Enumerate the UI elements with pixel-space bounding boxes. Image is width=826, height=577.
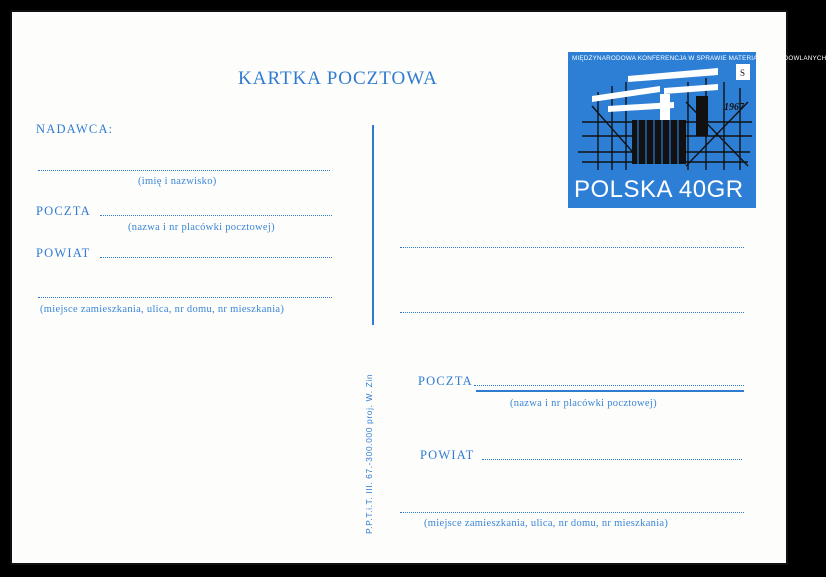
- building-illustration: [568, 62, 756, 174]
- sender-post-hint: (nazwa i nr placówki pocztowej): [128, 222, 275, 233]
- stamp-caption: MIĘDZYNARODOWA KONFERENCJA W SPRAWIE MATERIAŁÓW BUDOWLANYCH: [572, 55, 826, 62]
- recipient-line-1: [400, 247, 744, 248]
- sender-post-label: POCZTA: [36, 204, 91, 218]
- stamp-country-value: POLSKA 40GR: [574, 176, 744, 203]
- postage-stamp: [568, 52, 826, 208]
- printer-imprint: P.P.T.i.T. III. 67.-300.000 proj. W. Zin: [364, 373, 374, 534]
- postcard: [10, 10, 826, 565]
- stamp-year: 1967: [724, 102, 744, 113]
- recipient-post-hint: (nazwa i nr placówki pocztowej): [510, 398, 657, 409]
- center-divider: [372, 125, 374, 325]
- sender-name-hint: (imię i nazwisko): [138, 176, 217, 187]
- recipient-line-2: [400, 312, 744, 313]
- sender-district-line: [100, 257, 332, 258]
- recipient-district-label: POWIAT: [420, 448, 475, 462]
- sender-post-line: [100, 215, 332, 216]
- recipient-address-line: [400, 512, 744, 513]
- recipient-post-dots: [474, 385, 744, 386]
- svg-text:S: S: [740, 68, 746, 78]
- sender-address-hint: (miejsce zamieszkania, ulica, nr domu, nr mieszkania): [40, 304, 285, 315]
- sender-label: NADAWCA:: [36, 122, 114, 136]
- sender-district-label: POWIAT: [36, 246, 91, 260]
- recipient-post-line: [476, 390, 744, 392]
- recipient-district-line: [482, 459, 742, 460]
- sender-name-line: [38, 170, 330, 171]
- recipient-address-hint: (miejsce zamieszkania, ulica, nr domu, nr mieszkania): [424, 518, 669, 529]
- card-title: KARTKA POCZTOWA: [238, 68, 438, 89]
- sender-address-line: [38, 297, 332, 298]
- recipient-post-label: POCZTA: [418, 374, 473, 388]
